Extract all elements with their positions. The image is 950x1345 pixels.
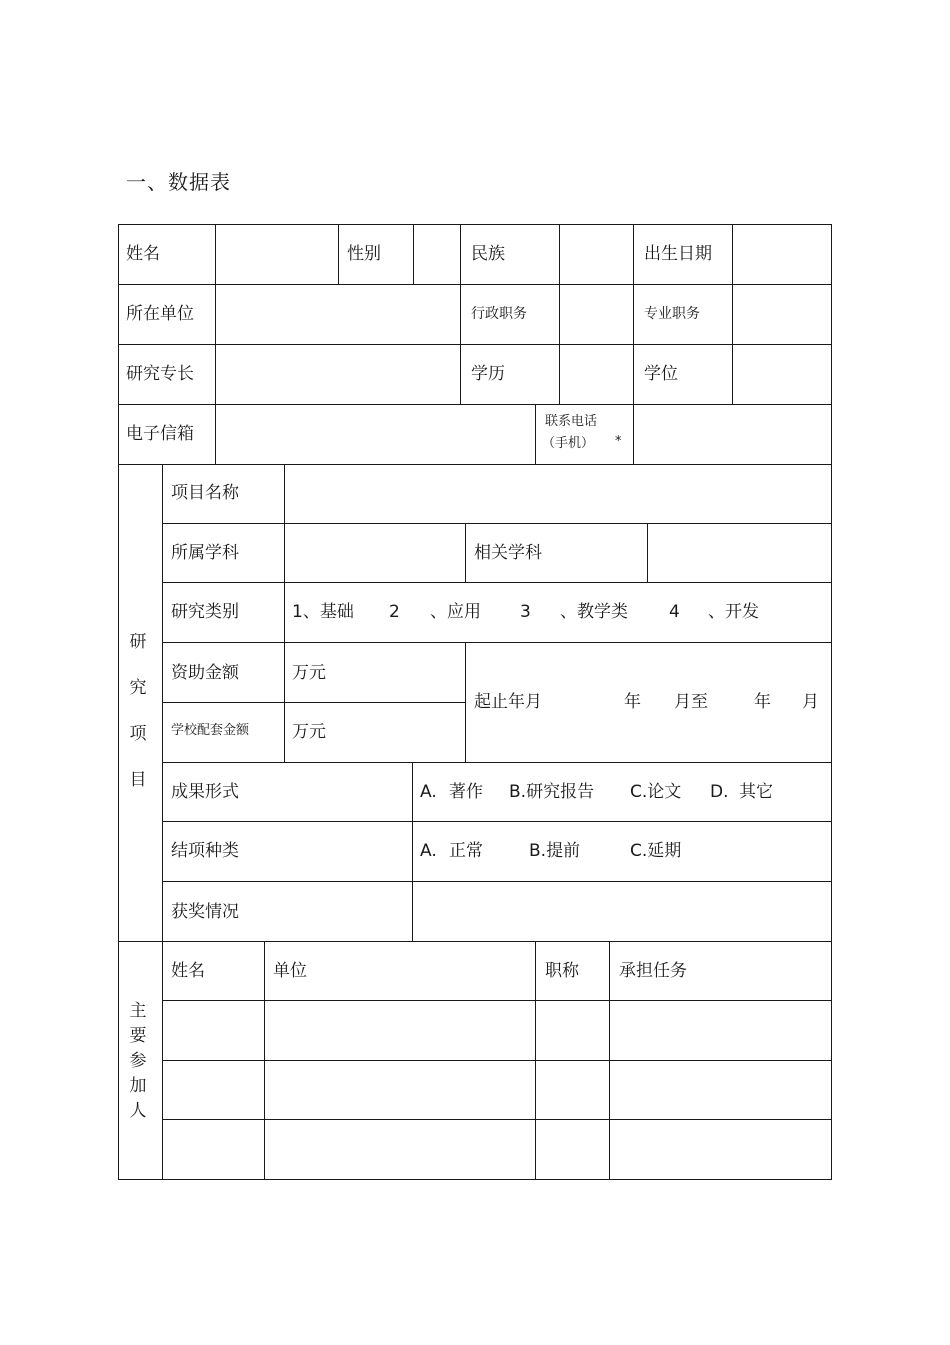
section-participants: 主要参加人	[129, 1001, 147, 1121]
award-field[interactable]	[413, 882, 831, 941]
education-field[interactable]	[560, 345, 633, 404]
col-divider	[460, 224, 461, 404]
research-label: 研究专长	[126, 364, 194, 384]
category-option-basic[interactable]: 1、基础	[292, 602, 354, 622]
border-bottom	[118, 1179, 832, 1180]
name-label: 姓名	[126, 244, 160, 264]
border-left	[118, 224, 119, 1180]
birthdate-label: 出生日期	[644, 244, 712, 264]
output-option-c[interactable]: C.论文	[630, 782, 682, 802]
row-divider	[162, 821, 832, 822]
col-divider	[465, 523, 466, 582]
award-label: 获奖情况	[171, 902, 239, 922]
output-option-a-text[interactable]: 著作	[449, 782, 483, 802]
participants-header-name: 姓名	[171, 961, 205, 981]
gender-label: 性别	[347, 244, 381, 264]
period-start-month-to: 月至	[674, 692, 708, 712]
participants-header-task: 承担任务	[619, 961, 687, 981]
category-option-teaching-num[interactable]: 3	[520, 602, 531, 622]
education-label: 学历	[471, 364, 505, 384]
period-end-year: 年	[754, 692, 771, 712]
degree-label: 学位	[644, 364, 678, 384]
phone-field[interactable]	[634, 405, 831, 464]
row-divider	[118, 941, 832, 942]
row-divider	[162, 762, 832, 763]
page-title: 一、数据表	[126, 170, 231, 194]
output-option-d-text[interactable]: 其它	[739, 782, 773, 802]
funding-label: 资助金额	[171, 663, 239, 683]
row-divider	[162, 642, 832, 643]
required-mark: *	[615, 434, 622, 449]
related-discipline-field[interactable]	[648, 524, 831, 582]
category-option-teaching[interactable]: 、教学类	[560, 602, 628, 622]
participant-row-1[interactable]	[163, 1001, 831, 1060]
email-label: 电子信箱	[126, 424, 194, 444]
border-right	[831, 224, 832, 1180]
data-form-table	[118, 224, 832, 1180]
phone-label-sub: （手机）	[542, 436, 595, 451]
output-option-a[interactable]: A.	[420, 782, 437, 802]
prof-post-field[interactable]	[733, 285, 831, 344]
unit-label: 所在单位	[126, 304, 194, 324]
research-field[interactable]	[216, 345, 460, 404]
category-label: 研究类别	[171, 602, 239, 622]
output-form-label: 成果形式	[171, 782, 239, 802]
category-option-applied[interactable]: 、应用	[430, 602, 481, 622]
completion-type-label: 结项种类	[171, 841, 239, 861]
matching-funds-label: 学校配套金额	[171, 723, 250, 738]
matching-funds-unit: 万元	[292, 722, 326, 742]
prof-post-label: 专业职务	[644, 306, 700, 322]
col-divider	[535, 404, 536, 464]
col-divider	[465, 642, 466, 762]
discipline-label: 所属学科	[171, 543, 239, 563]
funding-unit: 万元	[292, 663, 326, 683]
project-title-field[interactable]	[285, 465, 831, 523]
birthdate-field[interactable]	[733, 225, 831, 284]
name-field[interactable]	[216, 225, 338, 284]
completion-option-b[interactable]: B.提前	[529, 841, 581, 861]
participants-header-unit: 单位	[273, 961, 307, 981]
participants-header-title: 职称	[545, 961, 579, 981]
completion-option-c[interactable]: C.延期	[630, 841, 682, 861]
project-title-label: 项目名称	[171, 483, 239, 503]
phone-label: 联系电话	[545, 414, 598, 429]
unit-field[interactable]	[216, 285, 460, 344]
row-divider	[162, 702, 465, 703]
gender-field[interactable]	[414, 225, 460, 284]
row-divider	[162, 582, 832, 583]
period-start-year: 年	[624, 692, 641, 712]
admin-post-field[interactable]	[560, 285, 633, 344]
related-discipline-label: 相关学科	[474, 543, 542, 563]
period-end-month: 月	[802, 692, 819, 712]
admin-post-label: 行政职务	[471, 306, 527, 322]
completion-option-a[interactable]: A.	[420, 841, 437, 861]
category-option-develop-num[interactable]: 4	[669, 602, 680, 622]
section-research-project: 研究项目	[129, 632, 147, 790]
category-option-develop[interactable]: 、开发	[708, 602, 759, 622]
participant-row-3[interactable]	[163, 1120, 831, 1179]
discipline-field[interactable]	[285, 524, 465, 582]
period-label: 起止年月	[474, 692, 542, 712]
degree-field[interactable]	[733, 345, 831, 404]
output-option-d[interactable]: D.	[710, 782, 729, 802]
completion-option-a-text[interactable]: 正常	[449, 841, 483, 861]
col-divider	[338, 224, 339, 284]
ethnicity-field[interactable]	[560, 225, 633, 284]
category-option-applied-num[interactable]: 2	[389, 602, 400, 622]
email-field[interactable]	[216, 405, 535, 464]
participant-row-2[interactable]	[163, 1061, 831, 1119]
output-option-b[interactable]: B.研究报告	[509, 782, 595, 802]
ethnicity-label: 民族	[471, 244, 505, 264]
col-divider	[633, 224, 634, 404]
